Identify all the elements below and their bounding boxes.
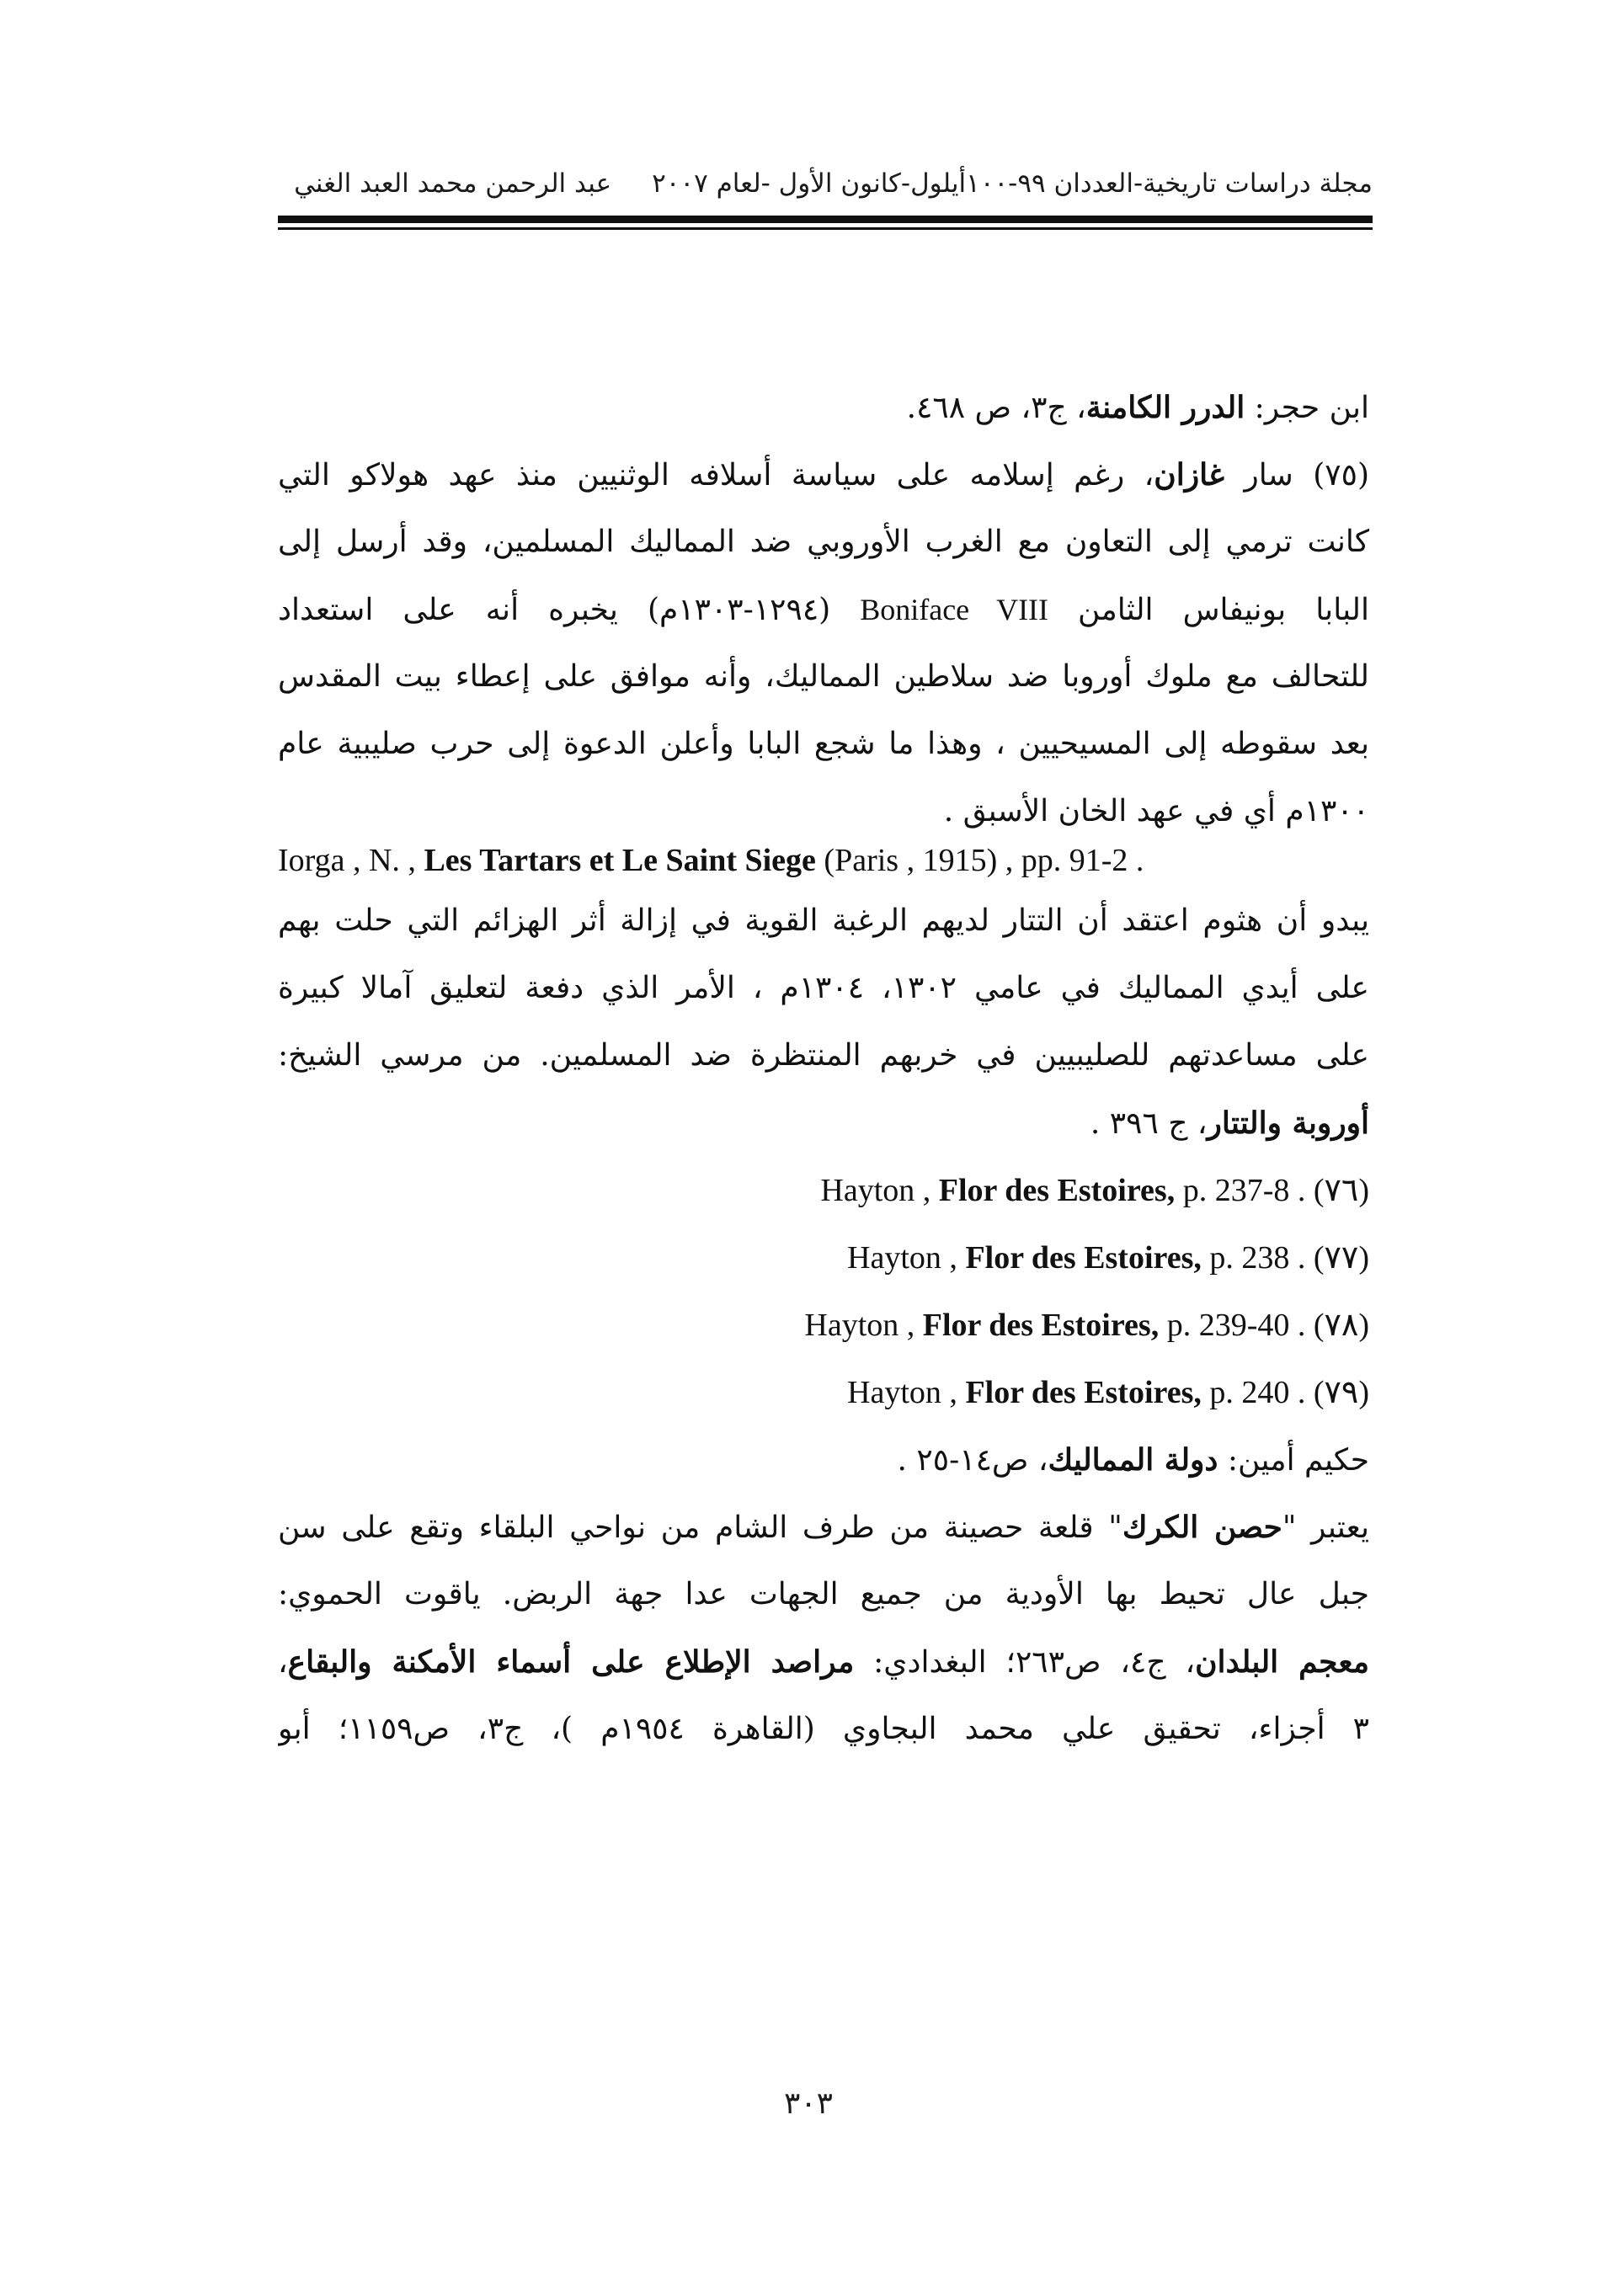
latin-reference: Hayton , Flor des Estoires, p. 239-40 . (٧٨) [804,1308,1369,1343]
footnote-line: على مساعدتهم للصليبيين في خربهم المنتظرة ضد المسلمين. من مرسي الشيخ: [278,1038,1369,1073]
header-rule-thin [278,227,1373,230]
footnote-line: يبدو أن هثوم اعتقد أن التتار لديهم الرغبة القوية في إزالة أثر الهزائم التي حلت بهم [278,903,1369,938]
footnote-line: يعتبر "حصن الكرك" قلعة حصينة من طرف الشام من نواحي البلقاء وتقع على سن [278,1510,1369,1545]
author-name: عبد الرحمن محمد العبد الغني [294,168,612,199]
footnote-line: بعد سقوطه إلى المسيحيين ، وهذا ما شجع البابا وأعلن الدعوة إلى حرب صليبية عام [278,727,1369,761]
book-title: الدرر الكامنة [1085,390,1245,425]
header-rule [278,216,1373,223]
footnote-line: على أيدي المماليك في عامي ١٣٠٢، ١٣٠٤م ، الأمر الذي دفعة لتعليق آمالا كبيرة [278,971,1369,1005]
footnote-line: معجم البلدان، ج٤، ص٢٦٣؛ البغدادي: مراصد الإطلاع على أسماء الأمكنة والبقاع، [278,1644,1369,1680]
footnote-line: ٣ أجزاء، تحقيق علي محمد البجاوي (القاهرة ١٩٥٤م )، ج٣، ص١١٥٩؛ أبو [278,1712,1369,1746]
book-title: مراصد الإطلاع على أسماء الأمكنة والبقاع [287,1644,855,1680]
book-title: دولة المماليك [1048,1442,1218,1478]
footnote-line: حكيم أمين: دولة المماليك، ص١٤-٢٥ . [897,1442,1369,1478]
footnote-line: (٧٥) سار غازان، رغم إسلامه على سياسة أسلافه الوثنيين منذ عهد هولاكو التي [278,457,1369,493]
footnote-line: ١٣٠٠م أي في عهد الخان الأسبق . [943,794,1369,828]
footnote-line: أوروبة والتتار، ج ٣٩٦ . [1090,1105,1369,1141]
latin-reference: Hayton , Flor des Estoires, p. 238 . (٧٧) [847,1240,1369,1276]
latin-reference: Hayton , Flor des Estoires, p. 237-8 . (٧٦) [820,1173,1369,1208]
footnote-line: كانت ترمي إلى التعاون مع الغرب الأوروبي ضد المماليك المسلمين، وقد أرسل إلى [278,525,1369,559]
footnotes-body [278,374,1369,1763]
book-title: معجم البلدان [1195,1644,1369,1680]
latin-reference: Iorga , N. , Les Tartars et Le Saint Siege (Paris , 1915) , pp. 91-2 . [278,843,1144,878]
person-name: غازان [1154,457,1224,493]
footnote-line: جبل عال تحيط بها الأودية من جميع الجهات عدا جهة الربض. ياقوت الحموي: [278,1577,1369,1611]
book-title: Flor des Estoires, [965,1240,1202,1276]
journal-citation: مجلة دراسات تاريخية-العددان ٩٩-١٠٠أيلول-كانون الأول -لعام ٢٠٠٧ [652,168,1373,199]
footnote-line: البابا بونيفاس الثامن Boniface VIII (١٢٩٤-١٣٠٣م) يخبره أنه على استعداد [278,593,1369,627]
book-title: Flor des Estoires, [938,1173,1176,1208]
book-title: أوروبة والتتار [1207,1105,1369,1141]
footnote-line: للتحالف مع ملوك أوروبا ضد سلاطين المماليك، وأنه موافق على إعطاء بيت المقدس [278,659,1369,694]
latin-reference: Hayton , Flor des Estoires, p. 240 . (٧٩) [847,1375,1369,1410]
place-name: حصن الكرك [1122,1510,1282,1545]
running-header [278,168,1373,199]
book-title: Flor des Estoires, [965,1375,1202,1410]
footnote-line: ابن حجر: الدرر الكامنة، ج٣، ص ٤٦٨. [906,390,1369,425]
book-title: Flor des Estoires, [922,1308,1160,1343]
page-number: ٣٠٣ [783,2086,833,2121]
book-title: Les Tartars et Le Saint Siege [424,843,816,878]
